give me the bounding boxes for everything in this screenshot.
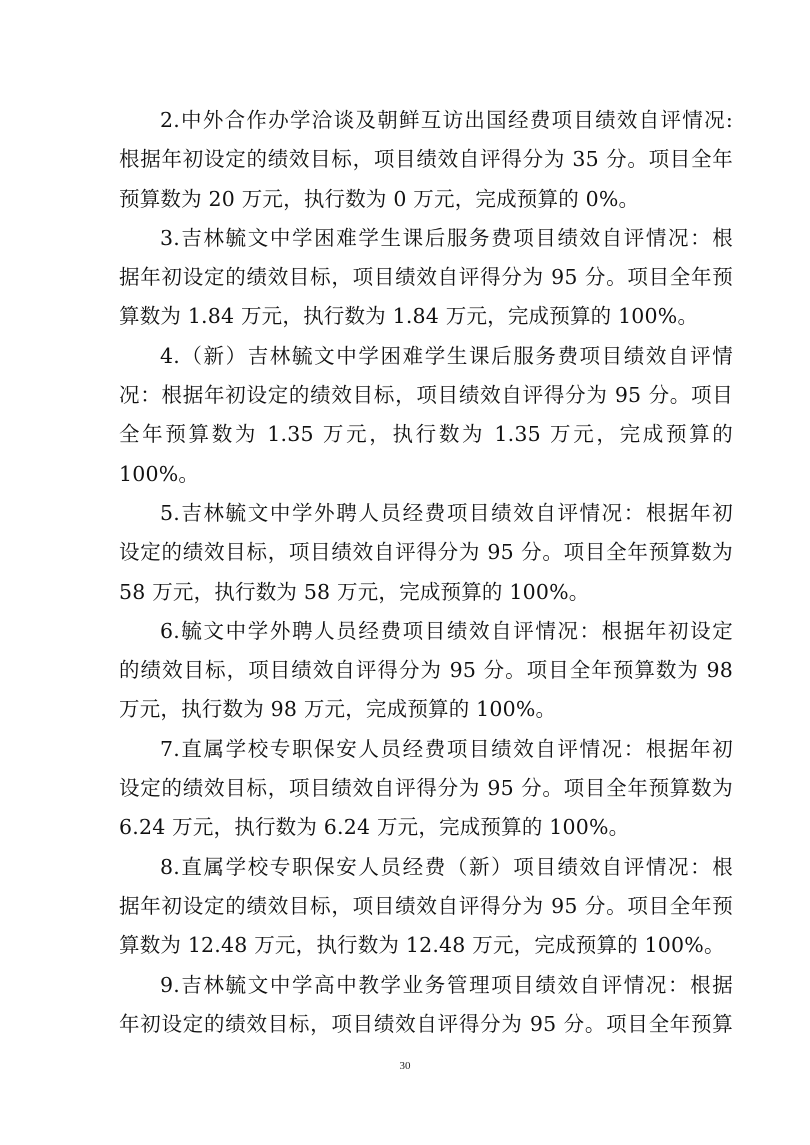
text-line: 6.24 万元，执行数为 6.24 万元，完成预算的 100%。 [119, 815, 630, 840]
text-line: 7.直属学校专职保安人员经费项目绩效自评情况：根据年初 [160, 736, 733, 761]
text-line: 2.中外合作办学洽谈及朝鲜互访出国经费项目绩效自评情况: [160, 108, 733, 132]
text-line: 据年初设定的绩效目标，项目绩效自评得分为 95 分。项目全年预 [119, 893, 733, 918]
text-line: 设定的绩效目标，项目绩效自评得分为 95 分。项目全年预算数为 [119, 540, 733, 565]
page-number: 30 [399, 1060, 411, 1072]
text-line: 4.（新）吉林毓文中学困难学生课后服务费项目绩效自评情 [160, 343, 733, 368]
text-line: 3.吉林毓文中学困难学生课后服务费项目绩效自评情况：根 [160, 225, 733, 250]
text-line: 58 万元，执行数为 58 万元，完成预算的 100%。 [119, 579, 590, 604]
text-line: 设定的绩效目标，项目绩效自评得分为 95 分。项目全年预算数为 [119, 776, 733, 801]
text-line: 况：根据年初设定的绩效目标，项目绩效自评得分为 95 分。项目 [119, 383, 733, 408]
text-line: 万元，执行数为 98 万元，完成预算的 100%。 [119, 697, 557, 722]
text-line: 预算数为 20 万元，执行数为 0 万元，完成预算的 0%。 [119, 186, 640, 211]
text-line: 算数为 12.48 万元，执行数为 12.48 万元，完成预算的 100%。 [119, 933, 725, 958]
text-line: 100%。 [119, 461, 200, 486]
text-line: 5.吉林毓文中学外聘人员经费项目绩效自评情况：根据年初 [160, 500, 733, 525]
text-line: 8.直属学校专职保安人员经费（新）项目绩效自评情况：根 [160, 854, 733, 879]
text-line: 根据年初设定的绩效目标，项目绩效自评得分为 35 分。项目全年 [119, 147, 733, 172]
text-line: 的绩效目标，项目绩效自评得分为 95 分。项目全年预算数为 98 [119, 658, 733, 683]
text-line: 年初设定的绩效目标，项目绩效自评得分为 95 分。项目全年预算 [119, 1011, 733, 1036]
text-line: 9.吉林毓文中学高中教学业务管理项目绩效自评情况：根据 [160, 972, 733, 997]
text-line: 算数为 1.84 万元，执行数为 1.84 万元，完成预算的 100%。 [119, 304, 699, 329]
document-body [119, 101, 733, 1044]
text-line: 全年预算数为 1.35 万元，执行数为 1.35 万元，完成预算的 [119, 422, 733, 447]
text-line: 6.毓文中学外聘人员经费项目绩效自评情况：根据年初设定 [160, 618, 733, 643]
text-line: 据年初设定的绩效目标，项目绩效自评得分为 95 分。项目全年预 [119, 265, 733, 290]
